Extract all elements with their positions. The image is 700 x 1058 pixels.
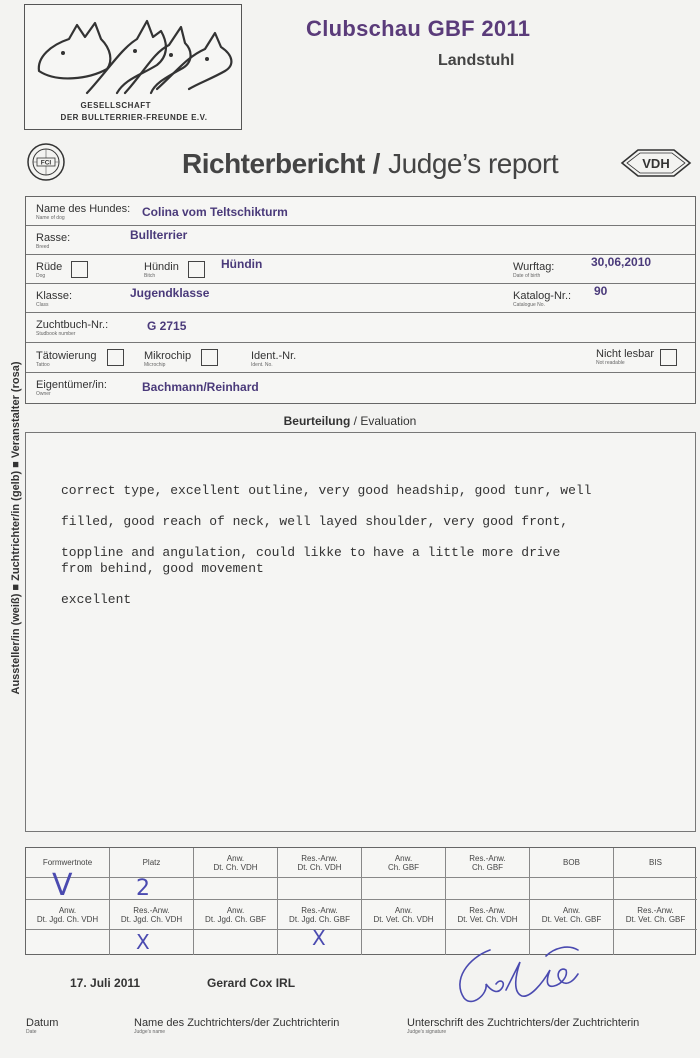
row-identification	[26, 343, 695, 373]
dog-name-label: Name des Hundes:	[36, 203, 131, 215]
date-label-en: Date	[26, 1029, 37, 1035]
judge-name-value: Gerard Cox IRL	[207, 976, 296, 990]
tattoo-label: Tätowierung	[36, 350, 97, 362]
catalog-label: Katalog-Nr.:	[513, 290, 572, 302]
row-breed	[26, 226, 695, 255]
signature-label: Unterschrift des Zuchtrichters/der Zuchtrichterin	[407, 1017, 640, 1029]
result-header-cell: Formwertnote	[26, 848, 110, 878]
male-label-en: Dog	[36, 273, 46, 279]
vdh-label: VDH	[642, 156, 670, 171]
class-label: Klasse:	[36, 290, 73, 302]
class-label-en: Class	[36, 302, 49, 308]
result-value-cell[interactable]	[362, 930, 446, 955]
studbook-label: Zuchtbuch-Nr.:	[36, 319, 109, 331]
report-title-separator: /	[364, 148, 389, 179]
row-studbook	[26, 313, 695, 343]
judge-name-label: Name des Zuchtrichters/der Zuchtrichterin	[134, 1017, 340, 1029]
result-header-cell: Anw. Dt. Jgd. Ch. GBF	[194, 900, 278, 930]
result-header-cell: Res.-Anw. Dt. Jgd. Ch. GBF	[278, 900, 362, 930]
signature-label-en: Judge’s signature	[407, 1029, 447, 1035]
breed-label-en: Breed	[36, 244, 50, 250]
evaluation-title-de: Beurteilung	[283, 414, 351, 428]
microchip-label-en: Microchip	[144, 362, 166, 368]
copy-distribution-note: Aussteller/in (weiß) ■ Zuchtrichter/in (gelb) ■ Veranstalter (rosa)	[10, 361, 22, 695]
result-value-cell[interactable]	[194, 878, 278, 900]
row-class-catalog	[26, 284, 695, 313]
catalog-value: 90	[594, 284, 608, 298]
dob-label-en: Date of birth	[513, 273, 541, 279]
tattoo-checkbox[interactable]	[107, 349, 124, 366]
evaluation-line: filled, good reach of neck, well layed shoulder, very good front,	[61, 514, 569, 529]
male-label: Rüde	[36, 261, 63, 273]
result-header-cell: Res.-Anw. Dt. Vet. Ch. GBF	[614, 900, 697, 930]
female-checkbox[interactable]	[188, 261, 205, 278]
dog-name-label-en: Name of dog	[36, 215, 65, 221]
result-header-cell: Res.-Anw. Dt. Ch. VDH	[278, 848, 362, 878]
report-title-de: Richterbericht	[182, 148, 365, 179]
result-header-cell: Res.-Anw. Dt. Vet. Ch. VDH	[446, 900, 530, 930]
dob-value: 30,06,2010	[591, 255, 652, 269]
row-owner	[26, 373, 695, 404]
evaluation-box	[25, 432, 696, 832]
club-show-location: Landstuhl	[438, 52, 515, 69]
tattoo-label-en: Tattoo	[36, 362, 50, 368]
owner-label-en: Owner	[36, 391, 51, 397]
evaluation-line: excellent	[61, 592, 132, 607]
report-title	[182, 148, 558, 180]
owner-label: Eigentümer/in:	[36, 379, 107, 391]
breed-label: Rasse:	[36, 232, 71, 244]
result-value-cell[interactable]	[362, 878, 446, 900]
result-header-cell: BIS	[614, 848, 697, 878]
studbook-label-en: Studbook number	[36, 331, 76, 337]
evaluation-title-separator: /	[350, 414, 361, 428]
logo-text-line2: DER BULLTERRIER-FREUNDE E.V.	[60, 113, 208, 122]
dob-label: Wurftag:	[513, 261, 555, 273]
evaluation-text	[61, 483, 691, 623]
fci-label: FCI	[40, 159, 52, 167]
female-label: Hündin	[144, 261, 179, 273]
sex-value: Hündin	[221, 257, 263, 271]
female-label-en: Bitch	[144, 273, 156, 279]
owner-value: Bachmann/Reinhard	[142, 380, 259, 394]
ident-label: Ident.-Nr.	[251, 350, 297, 362]
reserve-jgd-vdh-cross-mark: X	[136, 930, 150, 954]
result-header-cell: Res.-Anw. Ch. GBF	[446, 848, 530, 878]
studbook-value: G 2715	[147, 319, 187, 333]
vdh-logo-icon	[620, 148, 692, 178]
result-header-cell: BOB	[530, 848, 614, 878]
result-value-cell[interactable]	[446, 878, 530, 900]
microchip-label: Mikrochip	[144, 350, 192, 362]
evaluation-line: from behind, good movement	[61, 561, 264, 576]
evaluation-line: correct type, excellent outline, very good headship, good tunr, well	[61, 483, 592, 498]
result-header-cell: Anw. Dt. Ch. VDH	[194, 848, 278, 878]
dog-info-table	[25, 196, 696, 404]
evaluation-title	[0, 414, 700, 428]
club-logo	[24, 4, 242, 130]
club-show-title: Clubschau GBF 2011	[306, 16, 531, 41]
not-readable-label-en: Not readable	[596, 360, 625, 366]
evaluation-title-en: Evaluation	[360, 414, 417, 428]
class-value: Jugendklasse	[130, 286, 210, 300]
judge-signature-icon	[450, 940, 590, 1010]
result-value-cell[interactable]	[110, 878, 194, 900]
row-dog-name	[26, 197, 695, 226]
male-checkbox[interactable]	[71, 261, 88, 278]
result-value-cell[interactable]	[614, 930, 697, 955]
result-value-cell[interactable]	[614, 878, 697, 900]
row-sex-dob	[26, 255, 695, 284]
report-title-en: Judge’s report	[388, 148, 559, 179]
not-readable-checkbox[interactable]	[660, 349, 677, 366]
microchip-checkbox[interactable]	[201, 349, 218, 366]
fci-emblem-icon	[26, 142, 66, 182]
dog-name-value: Colina vom Teltschikturm	[142, 205, 288, 219]
evaluation-line: toppline and angulation, could likke to have a little more drive	[61, 545, 561, 560]
judge-name-label-en: Judge’s name	[134, 1029, 166, 1035]
result-header-cell: Anw. Dt. Jgd. Ch. VDH	[26, 900, 110, 930]
result-header-cell: Anw. Dt. Vet. Ch. VDH	[362, 900, 446, 930]
result-value-cell[interactable]	[26, 930, 110, 955]
date-value: 17. Juli 2011	[70, 976, 141, 990]
result-value-cell[interactable]	[278, 878, 362, 900]
result-header-cell: Anw. Dt. Vet. Ch. GBF	[530, 900, 614, 930]
catalog-label-en: Catalogue No.	[513, 302, 545, 308]
formwert-handwritten-mark: V	[52, 868, 73, 903]
results-table	[25, 847, 696, 955]
result-value-cell[interactable]	[530, 878, 614, 900]
result-value-cell[interactable]	[110, 930, 194, 955]
ident-label-en: Ident. No.	[251, 362, 273, 368]
breed-value: Bullterrier	[130, 228, 188, 242]
result-header-cell: Platz	[110, 848, 194, 878]
date-label: Datum	[26, 1017, 59, 1029]
result-header-cell: Res.-Anw. Dt. Jgd. Ch. VDH	[110, 900, 194, 930]
reserve-jgd-gbf-cross-mark: X	[312, 926, 326, 950]
platz-handwritten-mark: 2	[136, 876, 150, 901]
result-header-cell: Anw. Ch. GBF	[362, 848, 446, 878]
logo-text-line1: GESELLSCHAFT	[80, 101, 151, 110]
result-value-cell[interactable]	[194, 930, 278, 955]
not-readable-label: Nicht lesbar	[596, 348, 655, 360]
bullterrier-heads-logo-icon	[29, 9, 239, 101]
